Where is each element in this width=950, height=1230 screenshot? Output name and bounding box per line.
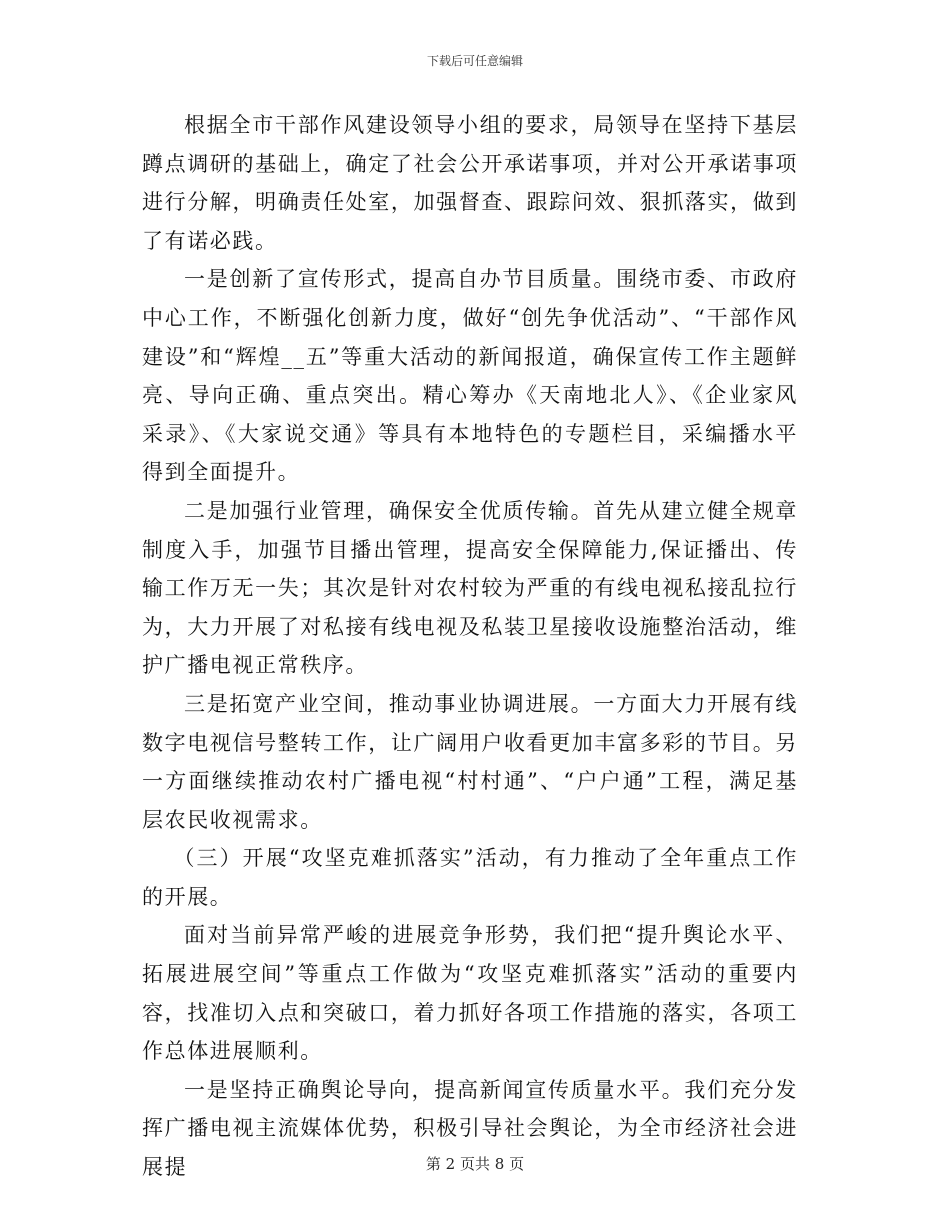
paragraph: 根据全市干部作风建设领导小组的要求，局领导在坚持下基层蹲点调研的基础上，确定了社会公开承诺事项，并对公开承诺事项进行分解，明确责任处室，加强督查、跟踪问效、狠抓落实，做到了有诺必践。 <box>142 113 798 253</box>
section-heading: （三）开展“攻坚克难抓落实”活动，有力推动了全年重点工作的开展。 <box>142 846 798 909</box>
page-number: 第 2 页共 8 页 <box>425 1155 525 1173</box>
paragraph: 面对当前异常严峻的进展竞争形势，我们把“提升舆论水平、拓展进展空间”等重点工作做为“攻坚克难抓落实”活动的重要内容，找准切入点和突破口，着力抓好各项工作措施的落实，各项工作总体进展顺利。 <box>142 923 798 1064</box>
page-header: 下载后可任意编辑 <box>426 54 523 68</box>
paragraph: 二是加强行业管理，确保安全优质传输。首先从建立健全规章制度入手，加强节目播出管理，提高安全保障能力,保证播出、传输工作万无一失；其次是针对农村较为严重的有线电视私接乱拉行为，大力开展了对私接有线电视及私装卫星接收设施整治活动，维护广播电视正常秩序。 <box>142 498 798 678</box>
paragraph: 三是拓宽产业空间，推动事业协调进展。一方面大力开展有线数字电视信号整转工作，让广阔用户收看更加丰富多彩的节目。另一方面继续推动农村广播电视“村村通”、“户户通”工程，满足基层农民收视需求。 <box>142 691 798 832</box>
paragraph: 一是创新了宣传形式，提高自办节目质量。围绕市委、市政府中心工作，不断强化创新力度，做好“创先争优活动”、“干部作风建设”和“辉煌__五”等重大活动的新闻报道，确保宣传工作主题鲜亮、导向正确、重点突出。精心筹办《天南地北人》、《企业家风采录》、《大家说交通》等具有本地特色的专题栏目，采编播水平得到全面提升。 <box>142 267 798 485</box>
document-body <box>142 106 798 1187</box>
paragraph: 一是坚持正确舆论导向，提高新闻宣传质量水平。我们充分发挥广播电视主流媒体优势，积极引导社会舆论，为全市经济社会进展提 <box>142 1077 798 1180</box>
